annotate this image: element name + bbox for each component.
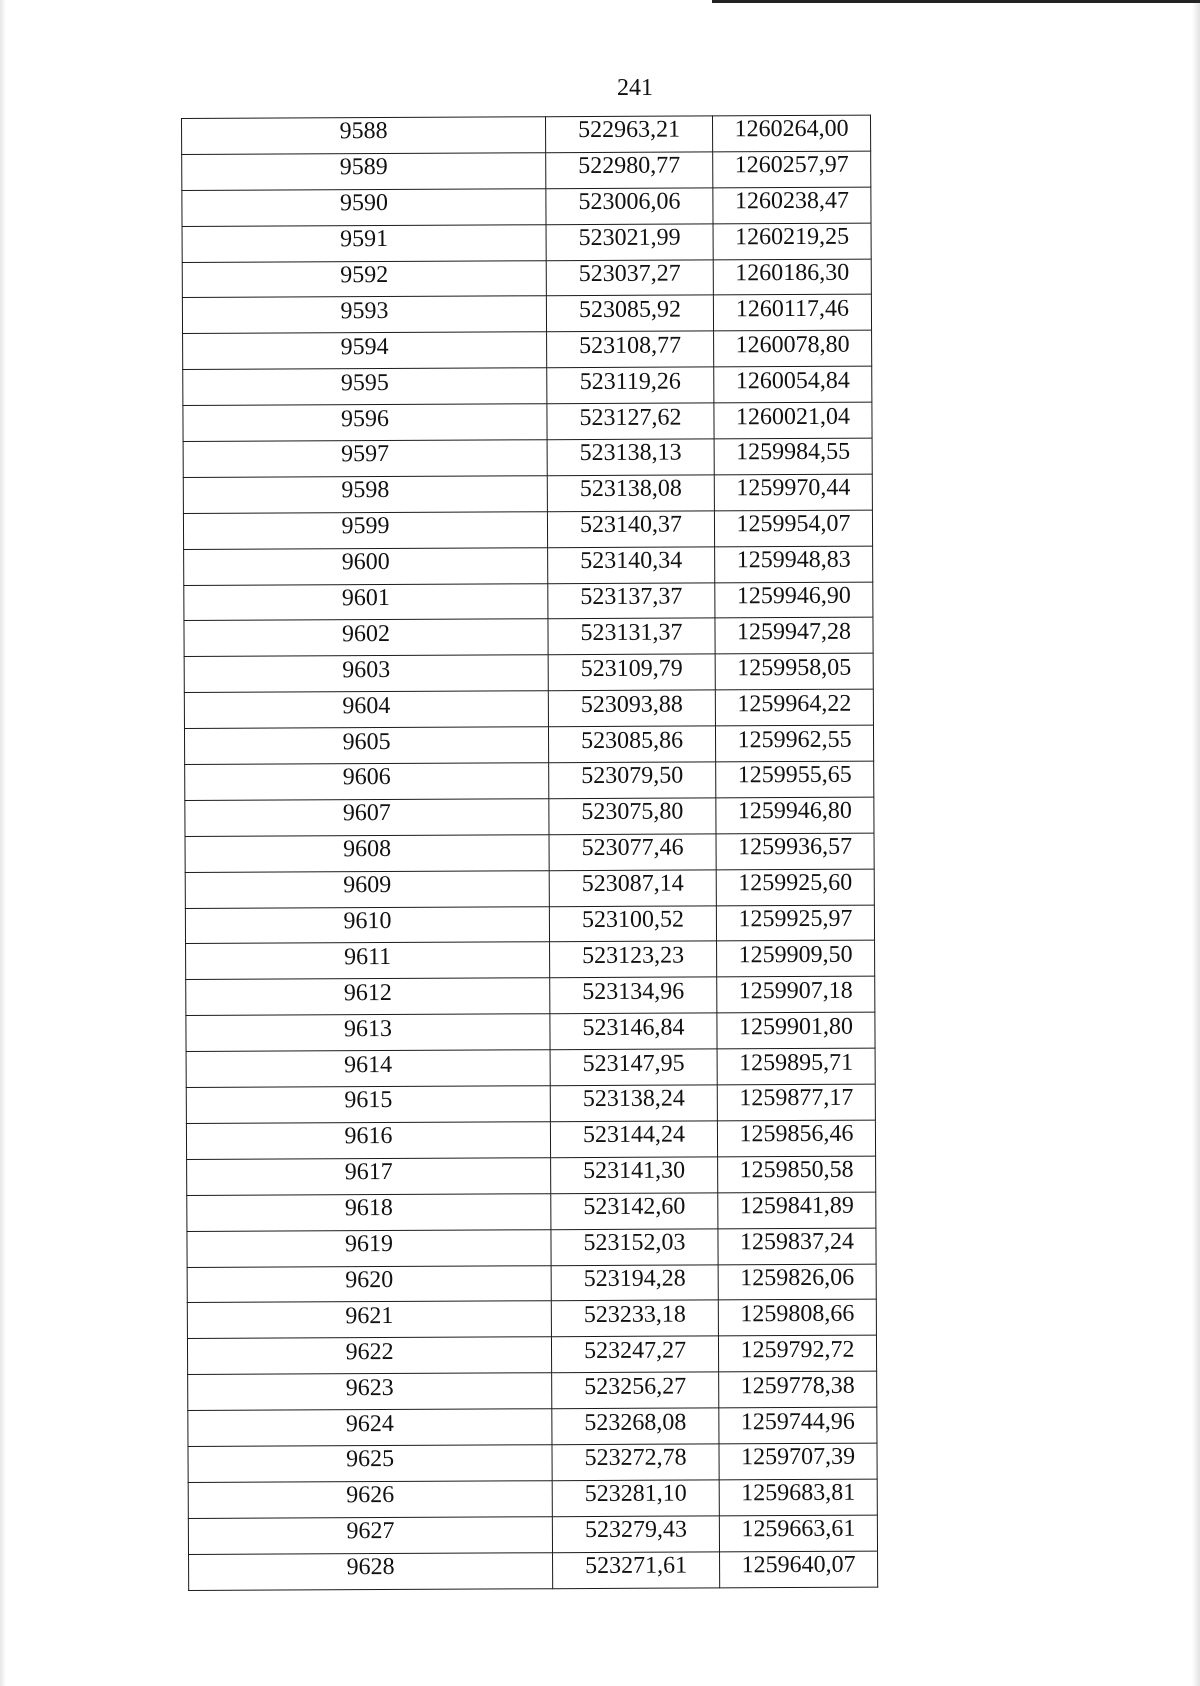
point-number-text: 9612 [343,979,392,1007]
coordinates-table-body [182,115,878,1590]
y-coordinate-cell [714,438,872,475]
y-coordinate-text: 1259877,17 [739,1085,854,1112]
table-row [183,474,872,513]
y-coordinate-cell [714,366,872,403]
x-coordinate-text: 523140,34 [580,547,683,575]
y-coordinate-text: 1259936,57 [738,833,853,861]
y-coordinate-text: 1259964,22 [737,690,852,717]
x-coordinate-text: 523281,10 [584,1480,687,1508]
table-row [189,1551,878,1590]
table-row [187,1264,876,1303]
point-number-cell [183,476,547,514]
y-coordinate-text: 1259707,39 [740,1444,856,1471]
point-number-cell [188,1516,552,1554]
x-coordinate-text: 523085,86 [580,727,684,754]
table-row [182,295,871,334]
point-number-cell [188,1481,552,1519]
point-number-text: 9614 [344,1051,393,1078]
x-coordinate-text: 523194,28 [583,1265,686,1292]
y-coordinate-text: 1260219,25 [735,223,850,251]
y-coordinate-text: 1259901,80 [738,1013,854,1040]
x-coordinate-cell [553,1552,720,1589]
point-number-cell [183,332,547,370]
point-number-text: 9613 [343,1015,393,1042]
x-coordinate-cell [546,152,713,189]
x-coordinate-cell [547,367,714,404]
x-coordinate-text: 523146,84 [582,1014,685,1041]
point-number-cell [187,1265,551,1303]
y-coordinate-cell [713,151,871,188]
point-number-text: 9605 [342,728,391,755]
y-coordinate-text: 1259970,44 [736,475,851,502]
point-number-text: 9595 [340,369,389,396]
y-coordinate-cell [716,869,874,906]
y-coordinate-text: 1260078,80 [735,331,850,359]
page-edge-right [1192,0,1200,1686]
table-row [183,330,872,369]
table-row [184,546,873,585]
table-row [187,1300,876,1339]
x-coordinate-text: 523087,14 [581,870,684,898]
y-coordinate-text: 1259808,66 [740,1300,855,1328]
y-coordinate-text: 1259895,71 [739,1049,854,1076]
y-coordinate-cell [717,1084,875,1121]
x-coordinate-cell [551,1300,718,1337]
point-number-text: 9609 [343,872,392,899]
y-coordinate-cell [717,941,875,978]
y-coordinate-cell [719,1407,877,1444]
page-edge-left [0,0,6,1686]
x-coordinate-text: 523271,61 [585,1552,688,1580]
y-coordinate-text: 1259946,90 [736,582,851,610]
table-row [187,1228,876,1267]
y-coordinate-text: 1259947,28 [736,618,852,646]
x-coordinate-cell [546,224,713,261]
y-coordinate-text: 1259683,81 [741,1480,856,1507]
y-coordinate-cell [719,1371,877,1408]
point-number-cell [184,583,548,621]
table-row [182,223,871,262]
y-coordinate-text: 1259778,38 [740,1372,855,1399]
y-coordinate-cell [715,689,873,726]
x-coordinate-text: 523140,37 [579,511,683,539]
point-number-text: 9620 [345,1266,394,1294]
x-coordinate-cell [547,439,714,476]
y-coordinate-text: 1259856,46 [739,1121,854,1148]
point-number-cell [185,835,549,873]
point-number-text: 9596 [340,405,390,432]
table-row [186,941,875,980]
y-coordinate-text: 1259925,97 [738,905,853,933]
table-row [183,366,872,405]
point-number-cell [182,296,546,334]
y-coordinate-text: 1259962,55 [737,726,852,753]
y-coordinate-cell [715,618,873,655]
x-coordinate-cell [549,798,716,835]
point-number-text: 9593 [340,297,389,325]
y-coordinate-cell [715,582,873,619]
x-coordinate-cell [552,1408,719,1445]
x-coordinate-text: 523138,13 [579,440,682,467]
point-number-text: 9610 [343,908,392,935]
point-number-cell [186,1050,550,1088]
x-coordinate-text: 523152,03 [583,1229,686,1257]
x-coordinate-text: 523100,52 [581,906,684,934]
x-coordinate-cell [547,403,714,440]
x-coordinate-cell [549,870,716,907]
point-number-text: 9602 [341,620,391,648]
point-number-cell [188,1445,552,1483]
x-coordinate-cell [548,582,715,619]
x-coordinate-cell [545,116,712,153]
point-number-cell [185,763,549,801]
x-coordinate-text: 523131,37 [580,619,683,646]
y-coordinate-text: 1259946,80 [737,798,852,825]
table-row [182,115,871,154]
point-number-text: 9594 [340,333,389,361]
point-number-text: 9606 [342,764,391,791]
point-number-text: 9617 [344,1159,393,1186]
point-number-cell [183,404,547,442]
point-number-cell [187,1193,551,1231]
x-coordinate-cell [549,905,716,942]
y-coordinate-cell [716,797,874,834]
y-coordinate-cell [713,259,871,296]
point-number-cell [185,870,549,908]
point-number-cell [182,117,546,155]
point-number-text: 9603 [342,656,391,684]
x-coordinate-text: 523256,27 [584,1373,687,1400]
point-number-cell [187,1301,551,1339]
point-number-text: 9604 [342,692,391,719]
y-coordinate-text: 1259663,61 [741,1515,856,1543]
x-coordinate-cell [552,1480,719,1517]
point-number-cell [183,368,547,406]
table-row [187,1192,876,1231]
x-coordinate-cell [552,1444,719,1481]
table-row [187,1156,876,1195]
x-coordinate-text: 523138,08 [579,475,682,503]
x-coordinate-cell [548,690,715,727]
point-number-text: 9611 [343,943,392,971]
y-coordinate-text: 1259850,58 [739,1156,854,1184]
x-coordinate-cell [550,1121,717,1158]
x-coordinate-cell [546,259,713,296]
coordinates-table [181,115,878,1591]
table-row [185,905,874,944]
point-number-text: 9618 [344,1195,393,1222]
y-coordinate-cell [717,1012,875,1049]
table-row [182,151,871,190]
y-coordinate-text: 1260021,04 [735,403,851,430]
x-coordinate-text: 523137,37 [580,583,683,611]
point-number-text: 9619 [344,1231,394,1258]
y-coordinate-text: 1260117,46 [735,295,850,323]
x-coordinate-cell [551,1193,718,1230]
point-number-cell [187,1337,551,1375]
x-coordinate-cell [551,1264,718,1301]
point-number-text: 9624 [345,1410,394,1437]
x-coordinate-cell [550,1049,717,1086]
point-number-cell [184,655,548,693]
table-row [183,402,872,441]
x-coordinate-cell [552,1372,719,1409]
y-coordinate-text: 1260238,47 [734,187,849,215]
x-coordinate-text: 523279,43 [584,1516,687,1544]
x-coordinate-text: 523142,60 [583,1193,686,1221]
y-coordinate-cell [718,1228,876,1265]
x-coordinate-cell [551,1157,718,1194]
y-coordinate-text: 1259954,07 [736,510,851,538]
y-coordinate-cell [716,833,874,870]
y-coordinate-text: 1260054,84 [735,367,850,394]
point-number-cell [186,1014,550,1052]
x-coordinate-text: 523138,24 [582,1086,685,1113]
table-row [185,761,874,800]
point-number-text: 9616 [344,1123,393,1150]
y-coordinate-cell [715,653,873,690]
x-coordinate-text: 523123,23 [582,942,685,969]
x-coordinate-text: 523268,08 [584,1409,687,1436]
point-number-cell [182,153,546,191]
y-coordinate-cell [714,330,872,367]
point-number-text: 9597 [341,441,390,468]
x-coordinate-text: 523021,99 [578,224,681,252]
point-number-text: 9607 [342,800,391,827]
y-coordinate-text: 1259792,72 [740,1336,855,1363]
point-number-cell [186,1122,550,1160]
point-number-cell [184,691,548,729]
x-coordinate-text: 523037,27 [578,260,681,288]
point-number-cell [184,619,548,657]
point-number-cell [186,978,550,1016]
point-number-cell [186,1086,550,1124]
y-coordinate-cell [717,1048,875,1085]
table-row [188,1407,877,1446]
y-coordinate-cell [717,1120,875,1157]
point-number-text: 9623 [345,1374,394,1401]
y-coordinate-text: 1259907,18 [738,977,853,1005]
y-coordinate-text: 1259925,60 [738,869,853,897]
x-coordinate-text: 523093,88 [580,691,683,718]
y-coordinate-text: 1259640,07 [741,1551,856,1579]
x-coordinate-cell [546,295,713,332]
y-coordinate-cell [714,510,872,547]
x-coordinate-text: 522963,21 [578,116,681,144]
point-number-text: 9622 [345,1338,394,1365]
x-coordinate-cell [550,941,717,978]
x-coordinate-text: 523134,96 [582,978,685,1005]
top-rule [712,0,1200,3]
x-coordinate-cell [548,726,715,763]
y-coordinate-text: 1260186,30 [735,259,850,287]
table-row [186,976,875,1015]
point-number-cell [184,727,548,765]
table-row [183,438,872,477]
table-row [184,582,873,621]
point-number-cell [186,942,550,980]
x-coordinate-text: 523079,50 [581,763,684,790]
point-number-cell [184,547,548,585]
point-number-cell [189,1552,553,1590]
y-coordinate-text: 1259958,05 [737,654,852,682]
table-row [182,187,871,226]
x-coordinate-text: 523077,46 [581,834,684,862]
y-coordinate-text: 1260264,00 [734,116,849,143]
x-coordinate-text: 523147,95 [582,1050,685,1077]
y-coordinate-cell [719,1479,877,1516]
y-coordinate-cell [719,1443,877,1480]
point-number-cell [185,799,549,837]
point-number-text: 9598 [341,477,390,504]
table-row [186,1012,875,1051]
point-number-cell [187,1229,551,1267]
point-number-text: 9599 [341,513,390,540]
x-coordinate-text: 523141,30 [583,1157,686,1185]
y-coordinate-cell [715,546,873,583]
point-number-text: 9592 [340,261,389,289]
x-coordinate-text: 523127,62 [579,404,682,431]
y-coordinate-text: 1259841,89 [739,1192,854,1220]
y-coordinate-cell [713,187,871,224]
y-coordinate-cell [720,1551,878,1588]
table-row [186,1048,875,1087]
table-row [185,869,874,908]
point-number-cell [187,1158,551,1196]
x-coordinate-cell [550,1013,717,1050]
x-coordinate-cell [546,188,713,225]
point-number-text: 9591 [340,226,389,253]
x-coordinate-text: 523119,26 [579,368,681,395]
x-coordinate-text: 523075,80 [581,798,684,826]
point-number-cell [188,1373,552,1411]
table-row [184,653,873,692]
table-row [184,725,873,764]
point-number-text: 9627 [346,1518,395,1545]
y-coordinate-cell [717,976,875,1013]
x-coordinate-text: 523006,06 [578,188,681,216]
y-coordinate-cell [718,1264,876,1301]
table-row [187,1335,876,1374]
table-row [186,1084,875,1123]
table-row [188,1371,877,1410]
table-row [185,797,874,836]
x-coordinate-text: 522980,77 [578,152,681,180]
x-coordinate-cell [548,547,715,584]
point-number-text: 9589 [339,154,388,181]
table-row [188,1443,877,1482]
table-row [182,259,871,298]
point-number-text: 9590 [339,190,388,217]
table-row [184,618,873,657]
y-coordinate-cell [718,1192,876,1229]
y-coordinate-cell [714,402,872,439]
x-coordinate-cell [550,1085,717,1122]
point-number-text: 9600 [341,549,390,576]
x-coordinate-cell [548,654,715,691]
x-coordinate-cell [547,331,714,368]
x-coordinate-text: 523233,18 [583,1301,686,1328]
table-row [188,1479,877,1518]
table-row [185,833,874,872]
y-coordinate-cell [718,1156,876,1193]
table-row [184,689,873,728]
point-number-text: 9615 [344,1087,393,1114]
x-coordinate-cell [548,618,715,655]
x-coordinate-cell [547,475,714,512]
x-coordinate-cell [549,762,716,799]
point-number-cell [188,1409,552,1447]
x-coordinate-cell [552,1516,719,1553]
y-coordinate-text: 1259744,96 [740,1408,855,1435]
point-number-cell [183,512,547,550]
y-coordinate-text: 1259984,55 [736,439,851,466]
x-coordinate-text: 523247,27 [583,1337,687,1364]
y-coordinate-cell [716,761,874,798]
page-number: 241 [617,75,653,101]
point-number-cell [183,440,547,478]
x-coordinate-cell [549,834,716,871]
table-row [183,510,872,549]
point-number-text: 9621 [345,1302,394,1330]
y-coordinate-cell [718,1300,876,1337]
x-coordinate-text: 523085,92 [578,296,682,323]
x-coordinate-text: 523272,78 [584,1444,687,1472]
y-coordinate-text: 1259837,24 [739,1228,855,1256]
point-number-cell [182,188,546,226]
x-coordinate-text: 523108,77 [579,332,682,359]
point-number-cell [182,224,546,262]
point-number-text: 9625 [345,1446,395,1473]
point-number-text: 9601 [341,585,390,612]
y-coordinate-text: 1260257,97 [734,152,849,179]
table-row [188,1515,877,1554]
point-number-text: 9628 [346,1554,395,1581]
x-coordinate-cell [551,1336,718,1373]
point-number-text: 9608 [343,836,392,863]
x-coordinate-cell [550,977,717,1014]
y-coordinate-text: 1259909,50 [738,941,853,969]
y-coordinate-cell [713,223,871,260]
x-coordinate-text: 523109,79 [580,655,683,682]
y-coordinate-cell [713,295,871,332]
y-coordinate-cell [719,1515,877,1552]
y-coordinate-cell [715,725,873,762]
y-coordinate-cell [718,1335,876,1372]
y-coordinate-text: 1259955,65 [737,762,852,789]
table-row [186,1120,875,1159]
y-coordinate-text: 1259948,83 [736,546,851,574]
x-coordinate-cell [551,1228,718,1265]
y-coordinate-cell [714,474,872,511]
point-number-cell [185,906,549,944]
y-coordinate-cell [712,115,870,152]
x-coordinate-cell [547,511,714,548]
point-number-cell [182,260,546,298]
point-number-text: 9588 [339,118,388,145]
y-coordinate-cell [716,905,874,942]
point-number-text: 9626 [346,1482,395,1509]
x-coordinate-text: 523144,24 [582,1121,686,1149]
y-coordinate-text: 1259826,06 [740,1264,855,1292]
